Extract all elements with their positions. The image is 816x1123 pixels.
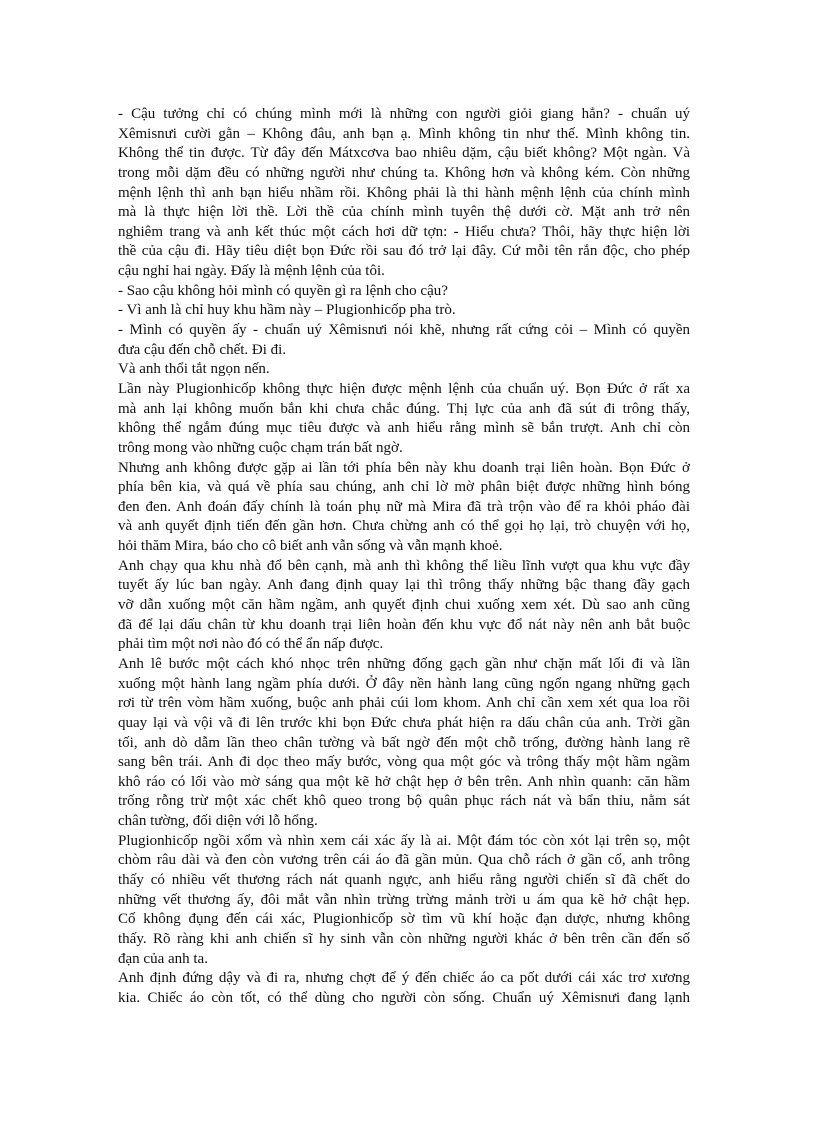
text-line: mà là thực hiện lời thề. Lời thề của chính mình tuyên thệ dưới cờ. Mặt anh trở nên: [118, 204, 690, 221]
text-line: - Sao cậu không hỏi mình có quyền gì ra lệnh cho cậu?: [118, 282, 448, 299]
text-line: Không thể tin được. Từ đây đến Mátxcơva bao nhiêu dặm, cậu biết không? Một ngàn. Và: [118, 145, 690, 162]
text-line: Anh định đứng dậy và đi ra, nhưng chợt để ý đến chiếc áo ca pốt dưới cái xác trơ xương: [118, 970, 690, 987]
text-line: chân tường, đối diện với lỗ hổng.: [118, 813, 318, 830]
text-line: sang bên trái. Anh đi dọc theo mấy bước, vòng qua một góc và trông thấy một hầm ngầm: [118, 754, 690, 771]
text-line: rơi từ trên vòm hầm xuống, buộc anh phải cúi lom khom. Anh chỉ cần xem xét qua loa rồi: [118, 695, 690, 712]
text-line: phía bên kia, và quá về phía sau chúng, anh chỉ lờ mờ phân biệt được những hình bóng: [118, 479, 690, 496]
text-line: - Cậu tưởng chỉ có chúng mình mới là những con người giỏi giang hẳn? - chuẩn uý: [118, 106, 690, 122]
text-line: thấy có nhiều vết thương rách nát quanh ngực, anh hiểu rằng người chiến sĩ đã chết do: [118, 871, 690, 888]
text-line: quay lại và vội vã đi lên trước khi bọn Đức chưa phát hiện ra dấu chân của anh. Trời gần: [118, 714, 690, 731]
text-line: mệnh lệnh thì anh bạn hiểu nhầm rồi. Không phải là thi hành mệnh lệnh của chính mình: [118, 184, 690, 201]
text-line: kia. Chiếc áo còn tốt, có thể dùng cho người còn sống. Chuẩn uý Xêmisnưi đang lạnh: [118, 989, 690, 1006]
text-line: nghiêm trang và anh kết thúc một cách hơi dữ tợn: - Hiểu chưa? Thôi, hãy thực hiện lời: [118, 223, 690, 240]
text-line: trống rỗng trừ một xác chết khô queo trong bộ quân phục rách nát và bẩn thỉu, nằm sát: [118, 793, 690, 810]
text-line: Anh lê bước một cách khó nhọc trên những đống gạch gần như chặn mất lối đi và lần: [118, 655, 690, 672]
text-line: khô ráo có lối vào mờ sáng qua một kẽ hở chật hẹp ở bên trên. Anh nhìn quanh: căn hầm: [118, 773, 690, 790]
text-line: Plugionhicốp ngồi xổm và nhìn xem cái xác ấy là ai. Một đám tóc còn xót lại trên sọ, một: [118, 832, 690, 849]
text-line: Lần này Plugionhicốp không thực hiện được mệnh lệnh của chuẩn uý. Bọn Đức ở rất xa: [118, 380, 690, 397]
text-line: thấy. Rõ ràng khi anh chiến sĩ hy sinh vẫn còn những người khác ở bên trên cần đến số: [118, 930, 690, 947]
text-line: đen đen. Anh đoán đấy chính là toán phụ nữ mà Mira đã trà trộn vào để ra khỏi pháo đài: [118, 498, 690, 515]
text-line: - Mình có quyền ấy - chuẩn uý Xêmisnưi nói khẽ, nhưng rất cứng cỏi – Mình có quyền: [118, 322, 690, 339]
text-line: hỏi thăm Mira, báo cho cô biết anh vẫn sống và vẫn mạnh khoẻ.: [118, 538, 503, 555]
text-line: Cố không đụng đến cái xác, Plugionhicốp sờ tìm vũ khí hoặc đạn dược, nhưng không: [118, 911, 690, 928]
text-line: cậu nghỉ hai ngày. Đấy là mệnh lệnh của tôi.: [118, 263, 385, 280]
text-line: xuống một hành lang ngầm phía dưới. Ở đây nền hành lang cũng ngổn ngang những gạch: [118, 675, 690, 692]
text-line: phải tìm một nơi nào đó có thể ẩn nấp được.: [118, 636, 384, 653]
text-line: đưa cậu đến chỗ chết. Đi đi.: [118, 341, 287, 358]
text-line: không thể ngắm đúng mục tiêu được và anh hiểu rằng mình sẽ bắn trượt. Anh chỉ còn: [118, 420, 690, 437]
text-line: Anh chạy qua khu nhà đổ bên cạnh, mà anh thì không thể liều lĩnh vượt qua khu vực đầy: [118, 557, 690, 574]
text-line: mà anh lại không muốn bắn khi chưa chắc đúng. Thị lực của anh đã sút đi trông thấy,: [118, 400, 690, 417]
text-line: và anh quyết định tiến đến gần hơn. Chưa chừng anh có thể gọi họ lại, trò chuyện với họ,: [118, 518, 690, 535]
text-line: Xêmisnưi cười gằn – Không đâu, anh bạn ạ. Mình không tin như thế. Mình không tin.: [118, 125, 690, 142]
text-line: chòm râu dài và đen còn vương trên cái áo đã gần mủn. Qua chỗ rách ở gần cổ, anh trông: [118, 852, 690, 869]
text-line: tuyết ấy lúc ban ngày. Anh đang định quay lại thì trông thấy những bậc thang đầy gạch: [118, 577, 690, 594]
text-line: vỡ dẫn xuống một căn hầm ngầm, anh quyết định chui xuống xem xét. Dù sao anh cũng: [118, 597, 690, 614]
text-line: - Vì anh là chỉ huy khu hầm này – Plugionhicốp pha trò.: [118, 302, 456, 319]
text-line: trông mong vào những cuộc chạm trán bất ngờ.: [118, 439, 403, 456]
text-line: những vết thương ấy, đôi mắt vẫn nhìn trừng trừng mảnh trời u ám qua kẽ hở chật hẹp.: [118, 891, 690, 908]
text-line: Và anh thổi tắt ngọn nến.: [118, 361, 270, 378]
body-text: [118, 105, 690, 1008]
text-line: đạn của anh ta.: [118, 950, 208, 967]
text-line: trong mỗi dặm đều có những người như chúng ta. Không hơn và không kém. Còn những: [118, 164, 690, 181]
text-line: đã để lại dấu chân từ khu doanh trại liên hoàn đến khu vực đổ nát này nên anh bắt buộc: [118, 616, 690, 633]
text-line: Nhưng anh không được gặp ai lần tới phía bên này khu doanh trại liên hoàn. Bọn Đức ở: [118, 459, 690, 476]
text-line: thề của cậu đi. Hãy tiêu diệt bọn Đức rồi sau đó trở lại đây. Cứ mỗi tên rắn độc, cho phép: [118, 243, 690, 260]
text-line: tối, anh dò dẫm lần theo chân tường và bất ngờ đến một chỗ trống, đường hành lang rẽ: [118, 734, 690, 751]
